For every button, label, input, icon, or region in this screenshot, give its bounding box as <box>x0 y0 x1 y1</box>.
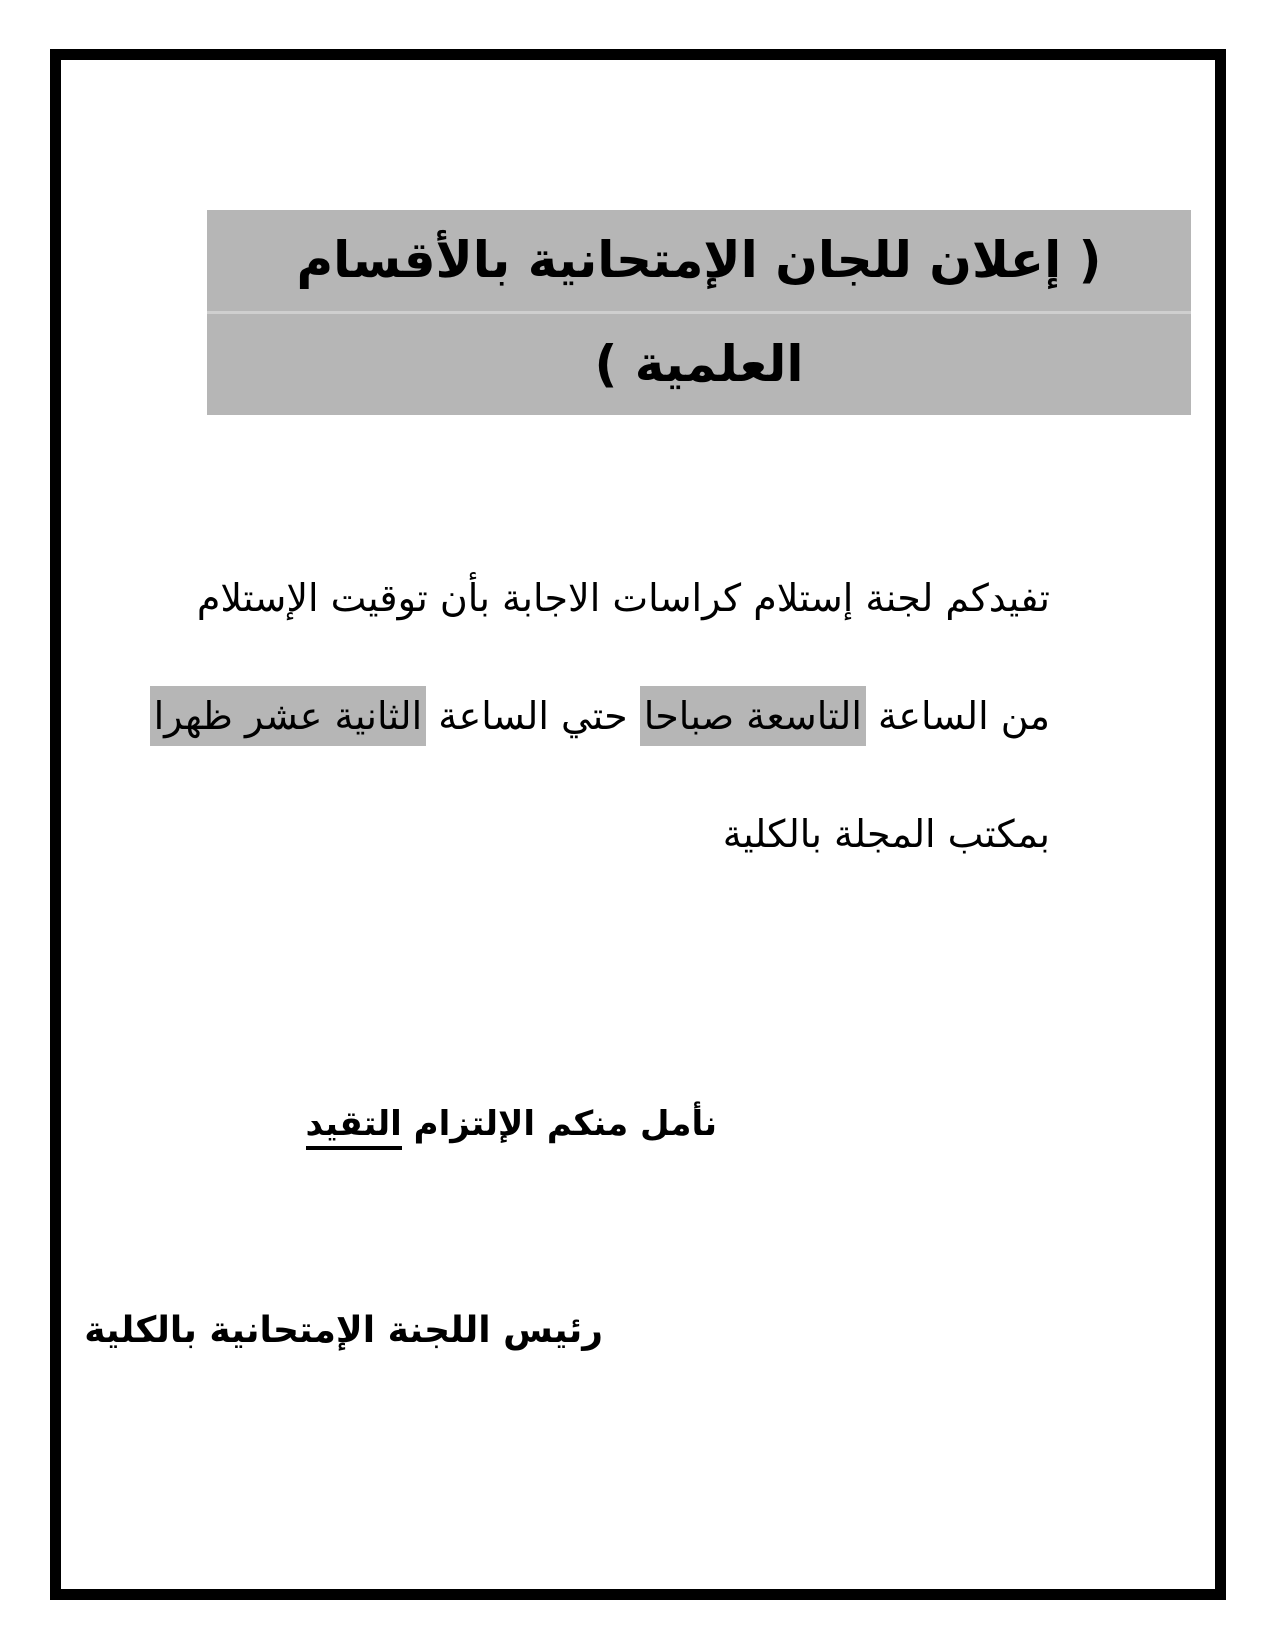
highlight-end-time: الثانية عشر ظهرا <box>150 686 427 746</box>
body-line-2-text-start: من الساعة <box>865 694 1050 738</box>
highlight-start-time: التاسعة صباحا <box>640 686 866 746</box>
body-paragraph <box>153 539 1050 893</box>
body-line-2-text-middle: حتي الساعة <box>426 694 640 738</box>
signature-line: رئيس اللجنة الإمتحانية بالكلية <box>84 1310 603 1351</box>
body-line-2 <box>153 657 1050 775</box>
note-line <box>306 1098 717 1150</box>
title-line-2: العلمية ) <box>207 314 1191 415</box>
note-text: نأمل منكم الإلتزام <box>401 1104 717 1144</box>
page-border-frame <box>50 49 1226 1600</box>
title-highlight-box <box>207 210 1191 415</box>
note-underlined-word: التقيد <box>306 1104 402 1150</box>
body-line-1: تفيدكم لجنة إستلام كراسات الاجابة بأن توقيت الإستلام <box>196 576 1050 620</box>
title-line-1: ( إعلان للجان الإمتحانية بالأقسام <box>207 210 1191 311</box>
body-line-3: بمكتب المجلة بالكلية <box>722 812 1050 856</box>
